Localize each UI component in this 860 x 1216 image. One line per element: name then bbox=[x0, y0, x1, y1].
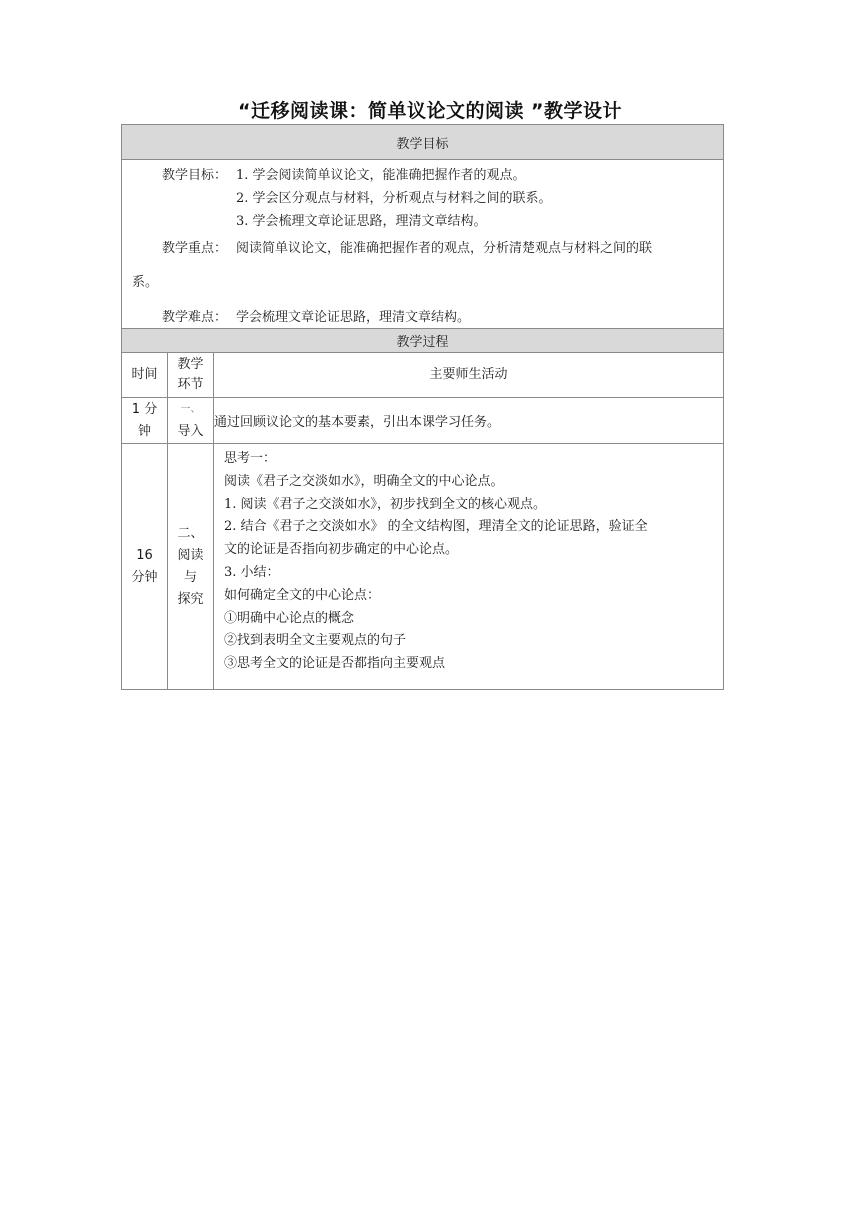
document-title: “迁移阅读课：简单议论文的阅读 ”教学设计 bbox=[237, 100, 623, 122]
objective-item: 2. 学会区分观点与材料，分析观点与材料之间的联系。 bbox=[236, 191, 552, 206]
time-text: 16 bbox=[136, 547, 153, 563]
key-point-text-cont: 系。 bbox=[132, 275, 159, 290]
objective-item: 1. 学会阅读简单议论文，能准确把握作者的观点。 bbox=[236, 168, 526, 183]
time-text: 分钟 bbox=[131, 569, 158, 585]
activity-line: 如何确定全文的中心论点： bbox=[224, 587, 381, 603]
activity-line: ②找到表明全文主要观点的句子 bbox=[224, 633, 407, 649]
stage-number: 二、 bbox=[177, 525, 204, 541]
stage-column-header bbox=[168, 353, 214, 398]
time-cell bbox=[122, 398, 168, 444]
activity-line: 阅读《君子之交淡如水》，明确全文的中心论点。 bbox=[224, 473, 504, 489]
goals-header-row bbox=[122, 125, 724, 160]
activity-line: ①明确中心论点的概念 bbox=[224, 610, 355, 626]
activity-cell: 通过回顾议论文的基本要素，引出本课学习任务。 bbox=[214, 398, 724, 444]
time-text: 钟 bbox=[137, 423, 151, 439]
key-point-label: 教学重点： bbox=[162, 241, 228, 256]
stage-cell bbox=[168, 444, 214, 690]
time-cell bbox=[122, 444, 168, 690]
table-row bbox=[122, 398, 724, 444]
difficulty-label: 教学难点： bbox=[162, 310, 228, 325]
activity-line: 文的论证是否指向初步确定的中心论点。 bbox=[224, 542, 459, 558]
lesson-plan-table bbox=[121, 124, 724, 690]
activity-line: 1. 阅读《君子之交淡如水》，初步找到全文的核心观点。 bbox=[224, 496, 547, 512]
difficulty-text: 学会梳理文章论证思路，理清文章结构。 bbox=[236, 310, 471, 325]
key-point-text: 阅读简单议论文，能准确把握作者的观点，分析清楚观点与材料之间的联 bbox=[236, 241, 653, 256]
process-header-row bbox=[122, 329, 724, 353]
column-header-row bbox=[122, 353, 724, 398]
table-row bbox=[122, 444, 724, 690]
goals-section-header: 教学目标 bbox=[122, 125, 724, 160]
time-text: 1 分 bbox=[131, 401, 158, 417]
stage-header-line: 环节 bbox=[177, 377, 204, 392]
process-section-header: 教学过程 bbox=[122, 329, 724, 353]
stage-name: 阅读 bbox=[177, 547, 204, 563]
stage-number: 一、 bbox=[180, 403, 201, 415]
stage-header-line: 教学 bbox=[177, 357, 204, 372]
time-column-header: 时间 bbox=[122, 353, 168, 398]
activity-line: ③思考全文的论证是否都指向主要观点 bbox=[224, 656, 446, 672]
goals-row bbox=[122, 160, 724, 329]
goals-content bbox=[122, 160, 724, 329]
stage-name: 与 bbox=[183, 569, 197, 585]
objective-item: 3. 学会梳理文章论证思路，理清文章结构。 bbox=[236, 214, 487, 229]
stage-cell bbox=[168, 398, 214, 444]
stage-name: 探究 bbox=[177, 591, 204, 607]
activity-line: 2. 结合《君子之交淡如水》 的全文结构图，理清全文的论证思路，验证全 bbox=[224, 519, 648, 535]
objectives-label: 教学目标： bbox=[162, 168, 228, 183]
activity-line: 3. 小结： bbox=[224, 564, 280, 580]
stage-name: 导入 bbox=[177, 423, 204, 439]
activity-line: 思考一： bbox=[224, 451, 277, 466]
activity-column-header: 主要师生活动 bbox=[214, 353, 724, 398]
activity-cell bbox=[214, 444, 724, 690]
